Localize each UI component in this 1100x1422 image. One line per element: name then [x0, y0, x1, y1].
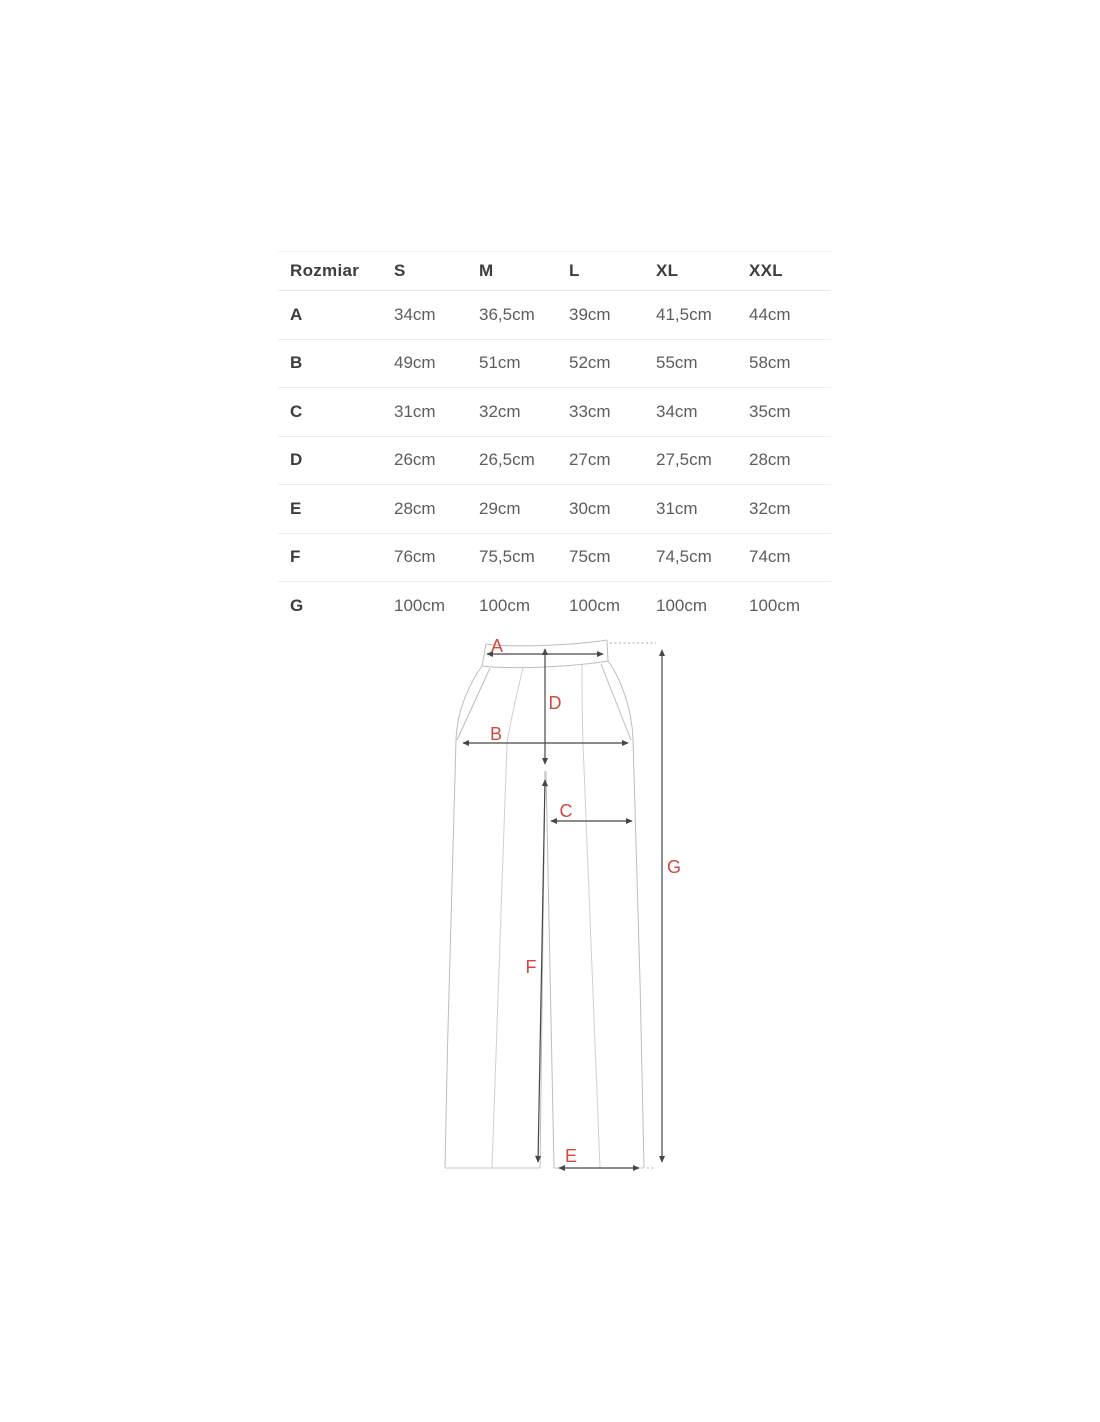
measurement-cell: 41,5cm [656, 304, 712, 324]
header-cell-xxl: XXL [749, 261, 783, 280]
pants-measurement-diagram [420, 628, 710, 1198]
label-e: E [564, 1146, 578, 1166]
measurement-cell: 49cm [394, 353, 436, 373]
measurement-cell: 32cm [479, 401, 521, 421]
measurement-cell: 34cm [394, 304, 436, 324]
header-cell-s: S [394, 261, 406, 280]
dimension-line-f [538, 780, 545, 1162]
row-label: F [290, 547, 301, 567]
measurement-cell: 39cm [569, 304, 611, 324]
measurement-cell: 75,5cm [479, 547, 535, 567]
row-label: D [290, 450, 303, 470]
label-c: C [559, 801, 573, 821]
measurement-cell: 52cm [569, 353, 611, 373]
measurement-cell: 100cm [569, 596, 621, 616]
measurement-cell: 36,5cm [479, 304, 535, 324]
left-outer-seam [445, 666, 482, 1168]
label-g: G [666, 857, 682, 877]
measurement-cell: 58cm [749, 353, 791, 373]
header-cell-xl: XL [656, 261, 679, 280]
row-label: G [290, 596, 304, 616]
measurement-cell: 32cm [749, 498, 791, 518]
label-b: B [489, 724, 503, 744]
table-row-e [278, 485, 831, 534]
label-a: A [490, 636, 504, 656]
table-row-c [278, 388, 831, 437]
row-label: E [290, 498, 302, 518]
row-label: C [290, 401, 303, 421]
header-cell-rozmiar: Rozmiar [290, 261, 360, 280]
measurement-cell: 100cm [749, 596, 801, 616]
measurement-cell: 28cm [749, 450, 791, 470]
measurement-cell: 75cm [569, 547, 611, 567]
label-f: F [525, 957, 537, 977]
measurement-cell: 35cm [749, 401, 791, 421]
measurement-cell: 100cm [656, 596, 708, 616]
measurement-cell: 29cm [479, 498, 521, 518]
measurement-cell: 27,5cm [656, 450, 712, 470]
table-row-b [278, 340, 831, 389]
row-label: A [290, 304, 303, 324]
right-outer-seam [608, 661, 644, 1168]
header-cell-m: M [479, 261, 494, 280]
table-header-row [278, 252, 831, 291]
size-table [278, 251, 831, 631]
right-crease-line [582, 665, 600, 1168]
measurement-cell: 31cm [394, 401, 436, 421]
measurement-cell: 44cm [749, 304, 791, 324]
measurement-cell: 26,5cm [479, 450, 535, 470]
measurement-cell: 51cm [479, 353, 521, 373]
measurement-cell: 26cm [394, 450, 436, 470]
measurement-cell: 31cm [656, 498, 698, 518]
measurement-cell: 28cm [394, 498, 436, 518]
header-cell-l: L [569, 261, 580, 280]
table-row-a [278, 291, 831, 340]
measurement-cell: 33cm [569, 401, 611, 421]
dimension-labels [490, 636, 681, 1166]
label-d: D [548, 693, 562, 713]
table-row-d [278, 437, 831, 486]
right-inner-seam [546, 771, 554, 1168]
measurement-cell: 100cm [394, 596, 446, 616]
table-row-g [278, 582, 831, 631]
measurement-cell: 74cm [749, 547, 791, 567]
measurement-cell: 34cm [656, 401, 698, 421]
measurement-cell: 30cm [569, 498, 611, 518]
row-label: B [290, 353, 303, 373]
table-row-f [278, 534, 831, 583]
measurement-cell: 74,5cm [656, 547, 712, 567]
dimension-lines [463, 643, 662, 1168]
measurement-cell: 76cm [394, 547, 436, 567]
measurement-cell: 27cm [569, 450, 611, 470]
measurement-cell: 100cm [479, 596, 531, 616]
measurement-cell: 55cm [656, 353, 698, 373]
